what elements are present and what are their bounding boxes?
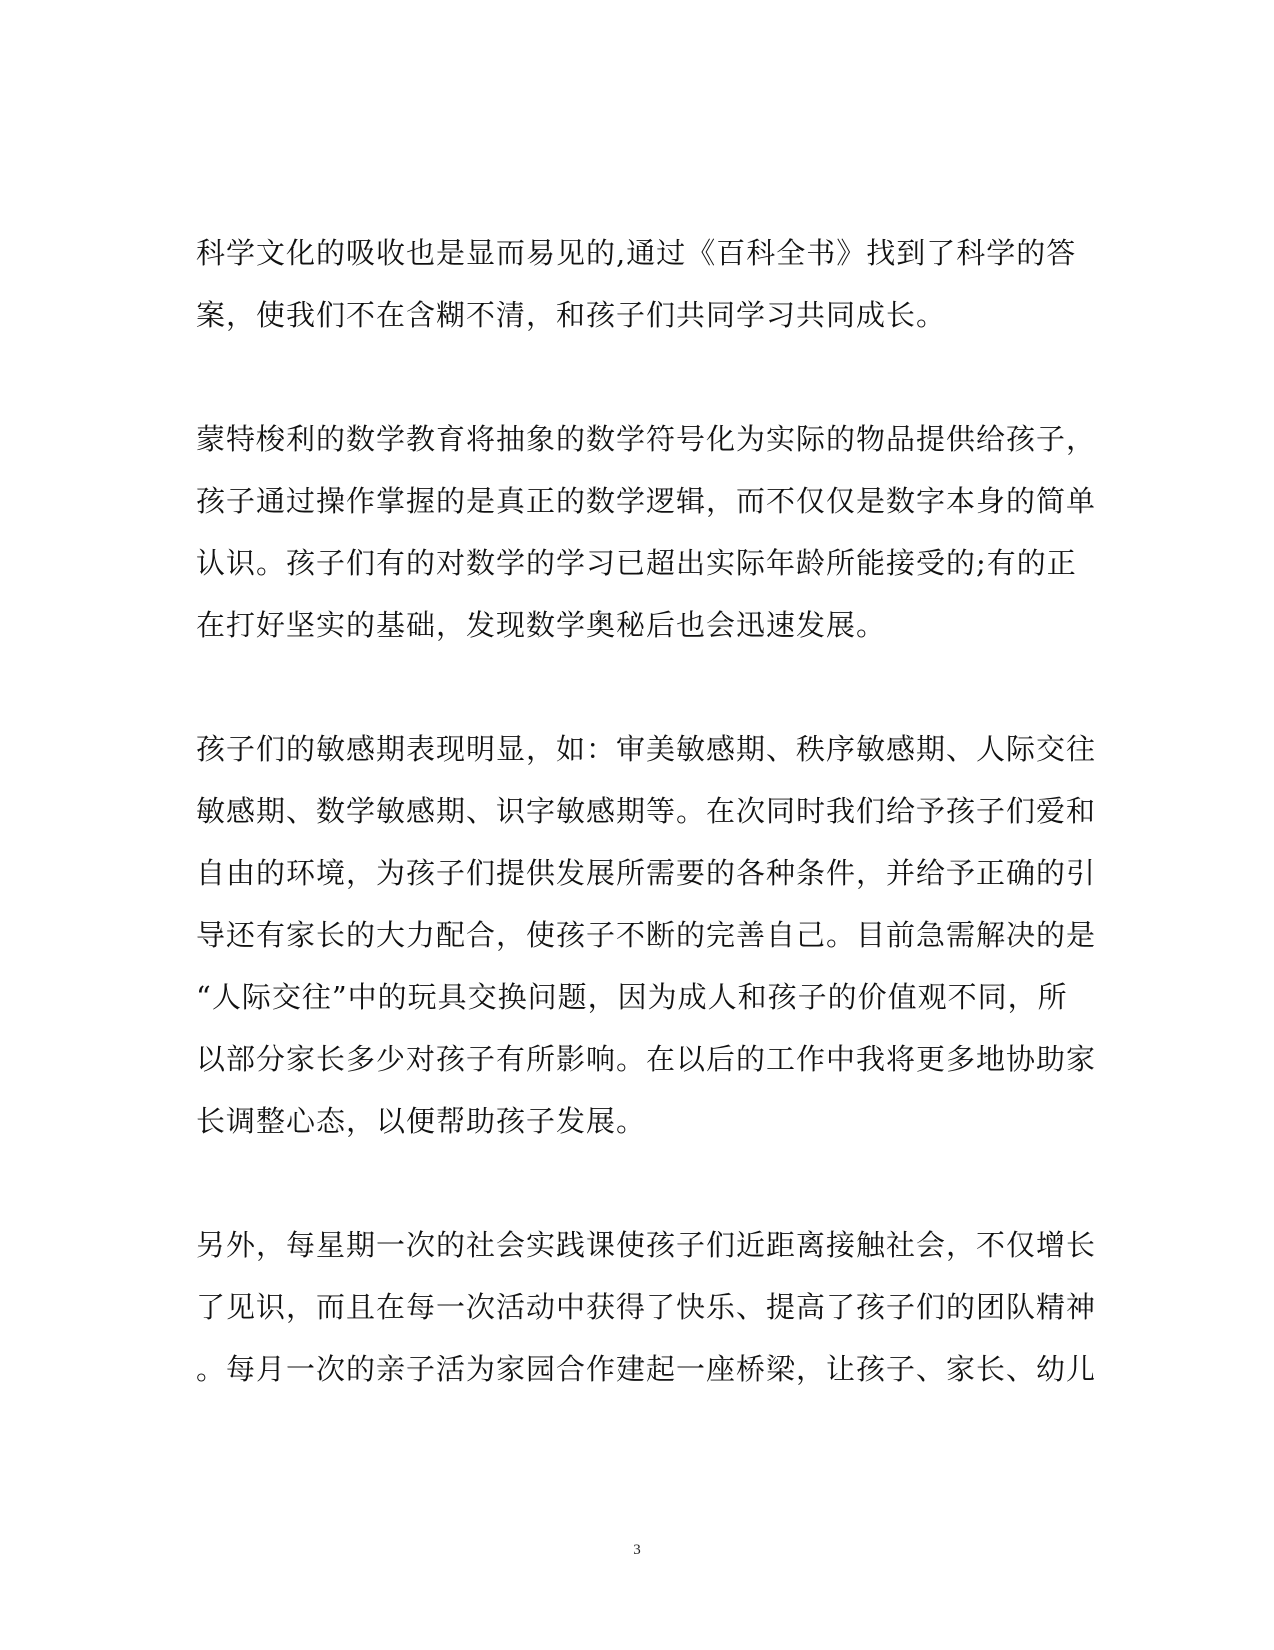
page-number: 3 (633, 1542, 641, 1558)
paragraph (196, 408, 1097, 656)
text-line: 案，使我们不在含糊不清，和孩子们共同学习共同成长。 (196, 298, 947, 332)
text-line: 导还有家长的大力配合，使孩子不断的完善自己。目前急需解决的是 (196, 918, 1097, 952)
text-line: 科学文化的吸收也是显而易见的,通过《百科全书》找到了科学的答 (196, 236, 1077, 270)
text-line: 孩子通过操作掌握的是真正的数学逻辑，而不仅仅是数字本身的简单 (196, 484, 1097, 518)
text-line: 以部分家长多少对孩子有所影响。在以后的工作中我将更多地协助家 (196, 1042, 1097, 1076)
paragraph (196, 1214, 1097, 1400)
paragraph-spacer (196, 346, 1076, 408)
text-line: 自由的环境，为孩子们提供发展所需要的各种条件，并给予正确的引 (196, 856, 1097, 890)
paragraph-spacer (196, 656, 1076, 718)
text-line: 了见识，而且在每一次活动中获得了快乐、提高了孩子们的团队精神 (196, 1290, 1097, 1324)
text-line: 敏感期、数学敏感期、识字敏感期等。在次同时我们给予孩子们爱和 (196, 794, 1097, 828)
text-line: 在打好坚实的基础，发现数学奥秘后也会迅速发展。 (196, 608, 887, 642)
paragraph (196, 222, 1076, 346)
text-line: 孩子们的敏感期表现明显，如：审美敏感期、秩序敏感期、人际交往 (196, 732, 1097, 766)
paragraph (196, 718, 1097, 1152)
document-body (196, 222, 1097, 1400)
text-line: “人际交往”中的玩具交换问题，因为成人和孩子的价值观不同，所 (196, 980, 1068, 1014)
text-line: 长调整心态，以便帮助孩子发展。 (196, 1104, 647, 1138)
text-line: 蒙特梭利的数学教育将抽象的数学符号化为实际的物品提供给孩子， (196, 422, 1097, 456)
text-line: 认识。孩子们有的对数学的学习已超出实际年龄所能接受的;有的正 (196, 546, 1077, 580)
text-line: 。每月一次的亲子活为家园合作建起一座桥梁，让孩子、家长、幼儿 (196, 1352, 1097, 1386)
paragraph-spacer (196, 1152, 1076, 1214)
text-line: 另外，每星期一次的社会实践课使孩子们近距离接触社会，不仅增长 (196, 1228, 1097, 1262)
